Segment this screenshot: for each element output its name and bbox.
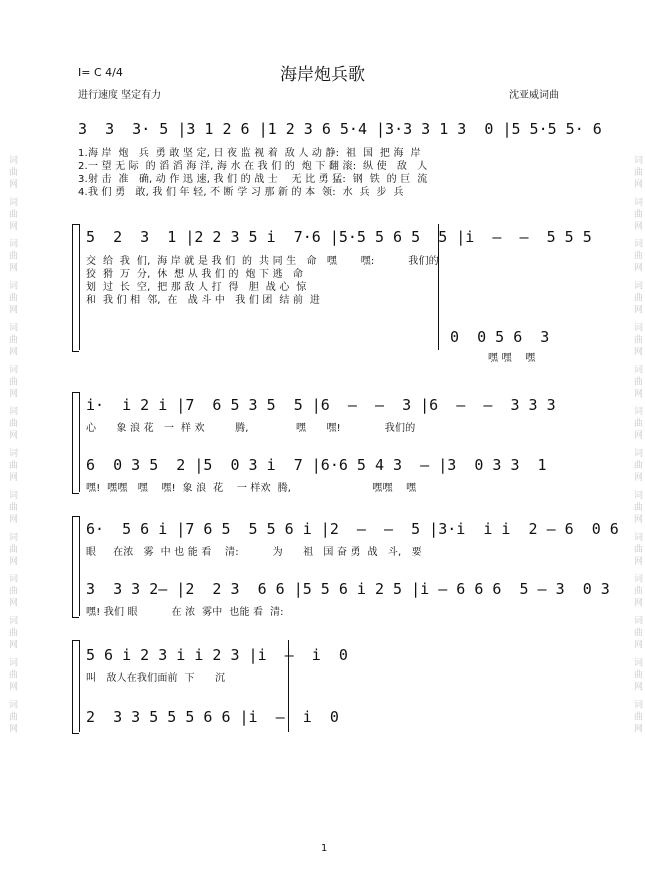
system-brace: [72, 516, 79, 618]
notes-system-1: 3 3 3· 5 |3 1 2 6 |1 2 3 6 5·4 |3·3 3 1 3 0 |5 5·5 5· 6: [78, 120, 602, 138]
notes-system-4-lower: 3 3 3 2– |2 2 3 6 6 |5 5 6 i 2 5 |i – 6 6 6 5 – 3 0 3: [86, 580, 610, 598]
notes-system-2-lower: 0 0 5 6 3: [450, 328, 550, 346]
notes-system-3-lower: 6 0 3 5 2 |5 0 3 i 7 |6·6 5 4 3 – |3 0 3 3 1: [86, 456, 547, 474]
lyrics-s5-upper: 叫 敌人在我们面前 下 沉: [86, 673, 226, 684]
notes-system-5-upper: 5 6 i 2 3 i i 2 3 |i – i 0: [86, 646, 348, 664]
lyrics-s2-verse-1: 交 给 我 们, 海 岸 就 是 我 们 的 共 同 生 命 嘿 嘿: 我们的: [86, 256, 439, 267]
lyrics-s3-upper: 心 象 浪 花 一 样 欢 腾, 嘿 嘿! 我们的: [86, 423, 416, 434]
lyrics-s3-lower: 嘿! 嘿嘿 嘿 嘿! 象 浪 花 一 样欢 腾, 嘿嘿 嘿: [86, 483, 417, 494]
lyrics-s1-verse-1: 1.海 岸 炮 兵 勇 敢 坚 定, 日 夜 监 视 着 敌 人 动 静: 祖 国 把 海 岸: [78, 148, 421, 159]
lyrics-s4-upper: 眼 在浓 雾 中 也 能 看 清: 为 祖 国 奋 勇 战 斗, 要: [86, 547, 422, 558]
lyrics-s4-lower: 嘿! 我们 眼 在 浓 雾中 也能 看 清:: [86, 607, 284, 618]
key-signature: I= C 4/4: [78, 66, 123, 79]
barline: [79, 640, 80, 732]
notes-system-5-lower: 2 3 3 5 5 5 6 6 |i – i 0: [86, 708, 339, 726]
lyrics-s2-verse-4: 和 我 们 相 邻, 在 战 斗 中 我 们 团 结 前 进: [86, 295, 321, 306]
lyrics-s2-verse-3: 划 过 长 空, 把 那 敌 人 打 得 胆 战 心 惊: [86, 282, 307, 293]
lyrics-s1-verse-3: 3.射 击 准 确, 动 作 迅 速, 我 们 的 战 士 无 比 勇 猛: 钢 铁 的 巨 流: [78, 174, 428, 185]
barline: [79, 392, 80, 492]
barline: [79, 516, 80, 616]
lyrics-s1-verse-4: 4.我 们 勇 敢, 我 们 年 轻, 不 断 学 习 那 新 的 本 领: 水 兵 步 兵: [78, 187, 404, 198]
tempo-marking: 进行速度 坚定有力: [78, 90, 162, 101]
page-number: 1: [321, 843, 328, 854]
lyrics-s2-lower: 嘿 嘿 嘿: [488, 353, 536, 364]
notes-system-4-upper: 6· 5 6 i |7 6 5 5 5 6 i |2 – – 5 |3·i i i 2 – 6 0 6: [86, 520, 619, 538]
composer-credit: 沈亚威词曲: [509, 90, 559, 101]
system-brace: [72, 392, 79, 494]
notes-system-3-upper: i· i 2 i |7 6 5 3 5 5 |6 – – 3 |6 – – 3 3 3: [86, 396, 556, 414]
watermark-right: 词曲网 词曲网 词曲网 词曲网 词曲网 词曲网 词曲网 词曲网 词曲网 词曲网 词曲网 词曲网 词曲网 词曲网: [632, 155, 642, 736]
song-title: 海岸炮兵歌: [280, 65, 365, 85]
system-brace: [72, 224, 79, 352]
system-brace: [72, 640, 79, 734]
lyrics-s1-verse-2: 2.一 望 无 际 的 滔 滔 海 洋, 海 水 在 我 们 的 炮 下 翻 滚: 纵 使 敌 人: [78, 161, 428, 172]
lyrics-s2-verse-2: 狡 猾 万 分, 休 想 从 我 们 的 炮 下 逃 命: [86, 269, 304, 280]
watermark-left: 词曲网 词曲网 词曲网 词曲网 词曲网 词曲网 词曲网 词曲网 词曲网 词曲网 词曲网 词曲网 词曲网 词曲网: [7, 155, 17, 736]
barline: [79, 224, 80, 350]
notes-system-2-upper: 5 2 3 1 |2 2 3 5 i 7·6 |5·5 5 6 5 5 |i – – 5 5 5: [86, 228, 592, 246]
